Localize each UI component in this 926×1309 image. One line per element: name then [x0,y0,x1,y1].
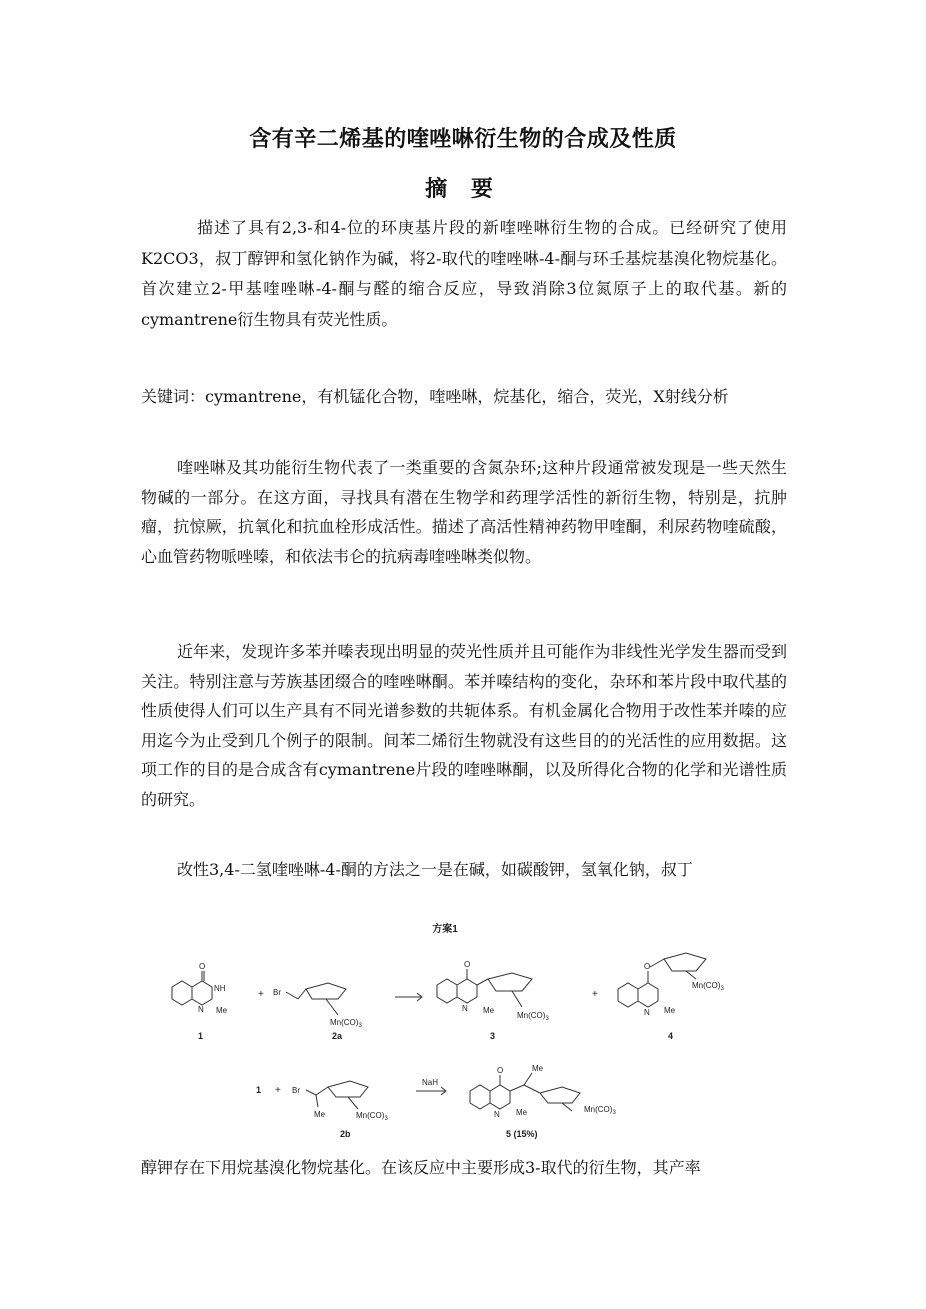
compound-3-structure [437,969,532,1007]
compound-5-label: 5 (15%) [506,1129,538,1139]
compound-5-me-top: Me [532,1064,544,1073]
compound-4-oxygen: O [644,962,651,971]
compound-3-label: 3 [490,1031,496,1041]
compound-1-me: Me [216,1006,228,1015]
compound-5-mn: $Mn(CO)_3$ [584,1105,616,1116]
reaction-arrow-2 [416,1087,446,1095]
compound-5-oxygen: O [497,1066,504,1075]
mn-subscript: 3 [358,1023,362,1029]
compound-5-me: Me [516,1108,528,1117]
plus-sign-2: + [592,989,598,1000]
compound-2a-mn: $Mn(CO)_3$ [330,1018,362,1029]
compound-2a-label: 2a [332,1031,343,1041]
body-paragraph-4: 醇钾存在下用烷基溴化物烷基化。在该反应中主要形成3-取代的衍生物，其产率 [141,1158,701,1177]
body-paragraph-2: 近年来，发现许多苯并嗪表现出明显的荧光性质并且可能作为非线性光学发生器而受到关注。特别注意与芳族基团缀合的喹唑啉酮。苯并嗪结构的变化，杂环和苯片段中取代基的性质使得人们可以生产具有不同光谱参数的共轭体系。有机金属化合物用于改性苯并嗪的应用迄今为止受到几个例子的限制。间苯二烯衍生物就没有这些目的的光活性的应用数据。这项工作的目的是合成含有cymantrene片段的喹唑啉酮，以及所得化合物的化学和光谱性质的研究。 [141,642,787,809]
reaction-scheme-figure [160,915,724,1145]
compound-3-me: Me [483,1006,495,1015]
abstract-heading: 摘 要 [425,177,501,202]
mn-subscript: 3 [612,1110,616,1116]
compound-4-n: N [644,1008,650,1017]
compound-3-n: N [462,1004,468,1013]
compound-2b-br: Br [292,1086,300,1095]
compound-5-n: N [494,1110,500,1119]
reaction-arrow-1 [395,993,422,1001]
mn-subscript: 3 [545,1016,549,1022]
compound-3-mn: $Mn(CO)_3$ [517,1011,549,1022]
compound-4-me: Me [664,1006,676,1015]
compound-1-label: 1 [198,1031,204,1041]
reagent-nah: NaH [422,1078,439,1087]
compound-1-n: N [198,1005,204,1014]
compound-1-structure [172,971,212,1005]
plus-sign-3: + [275,1085,281,1096]
compound-1-nh: NH [214,984,226,993]
compound-1-oxygen: O [199,962,206,971]
compound-2b-mn: $Mn(CO)_3$ [356,1111,388,1122]
mn-subscript: 3 [720,986,724,992]
body-paragraph-1: 喹唑啉及其功能衍生物代表了一类重要的含氮杂环;这种片段通常被发现是一些天然生物碱的一部分。在这方面，寻找具有潜在生物学和药理学活性的新衍生物，特别是，抗肿瘤，抗惊厥，抗氧化和抗血栓形成活性。描述了高活性精神药物甲喹酮，利尿药物喹硫酸，心血管药物哌唑嗪，和依法韦仑的抗病毒喹唑啉类似物。 [141,458,787,566]
scheme-title: 方案1 [432,924,458,935]
compound-4-structure [618,953,706,1007]
compound-2b-label: 2b [340,1129,351,1139]
compound-1b-label: 1 [256,1085,262,1095]
compound-2a-structure [286,983,346,1015]
compound-2a-br: Br [273,988,281,997]
compound-2b-me: Me [314,1110,326,1119]
body-paragraph-3: 改性3,4-二氢喹唑啉-4-酮的方法之一是在碱，如碳酸钾，氢氧化钠，叔丁 [177,860,693,879]
document-title: 含有辛二烯基的喹唑啉衍生物的合成及性质 [249,127,677,152]
compound-2b-structure [306,1081,368,1109]
compound-4-label: 4 [668,1031,674,1041]
abstract-paragraph: 描述了具有2,3-和4-位的环庚基片段的新喹唑啉衍生物的合成。已经研究了使用K2CO3，叔丁醇钾和氢化钠作为碱，将2-取代的喹唑啉-4-酮与环壬基烷基溴化物烷基化。首次建立2-甲基喹唑啉-4-酮与醛的缩合反应，导致消除3位氮原子上的取代基。新的cymantrene衍生物具有荧光性质。 [141,218,787,329]
compound-5-structure [470,1073,580,1111]
mn-subscript: 3 [384,1116,388,1122]
plus-sign-1: + [258,989,264,1000]
compound-3-oxygen: O [464,960,471,969]
keywords-paragraph: 关键词：cymantrene，有机锰化合物，喹唑啉，烷基化，缩合，荧光，X射线分析 [141,387,729,406]
compound-4-mn: $Mn(CO)_3$ [692,981,724,992]
